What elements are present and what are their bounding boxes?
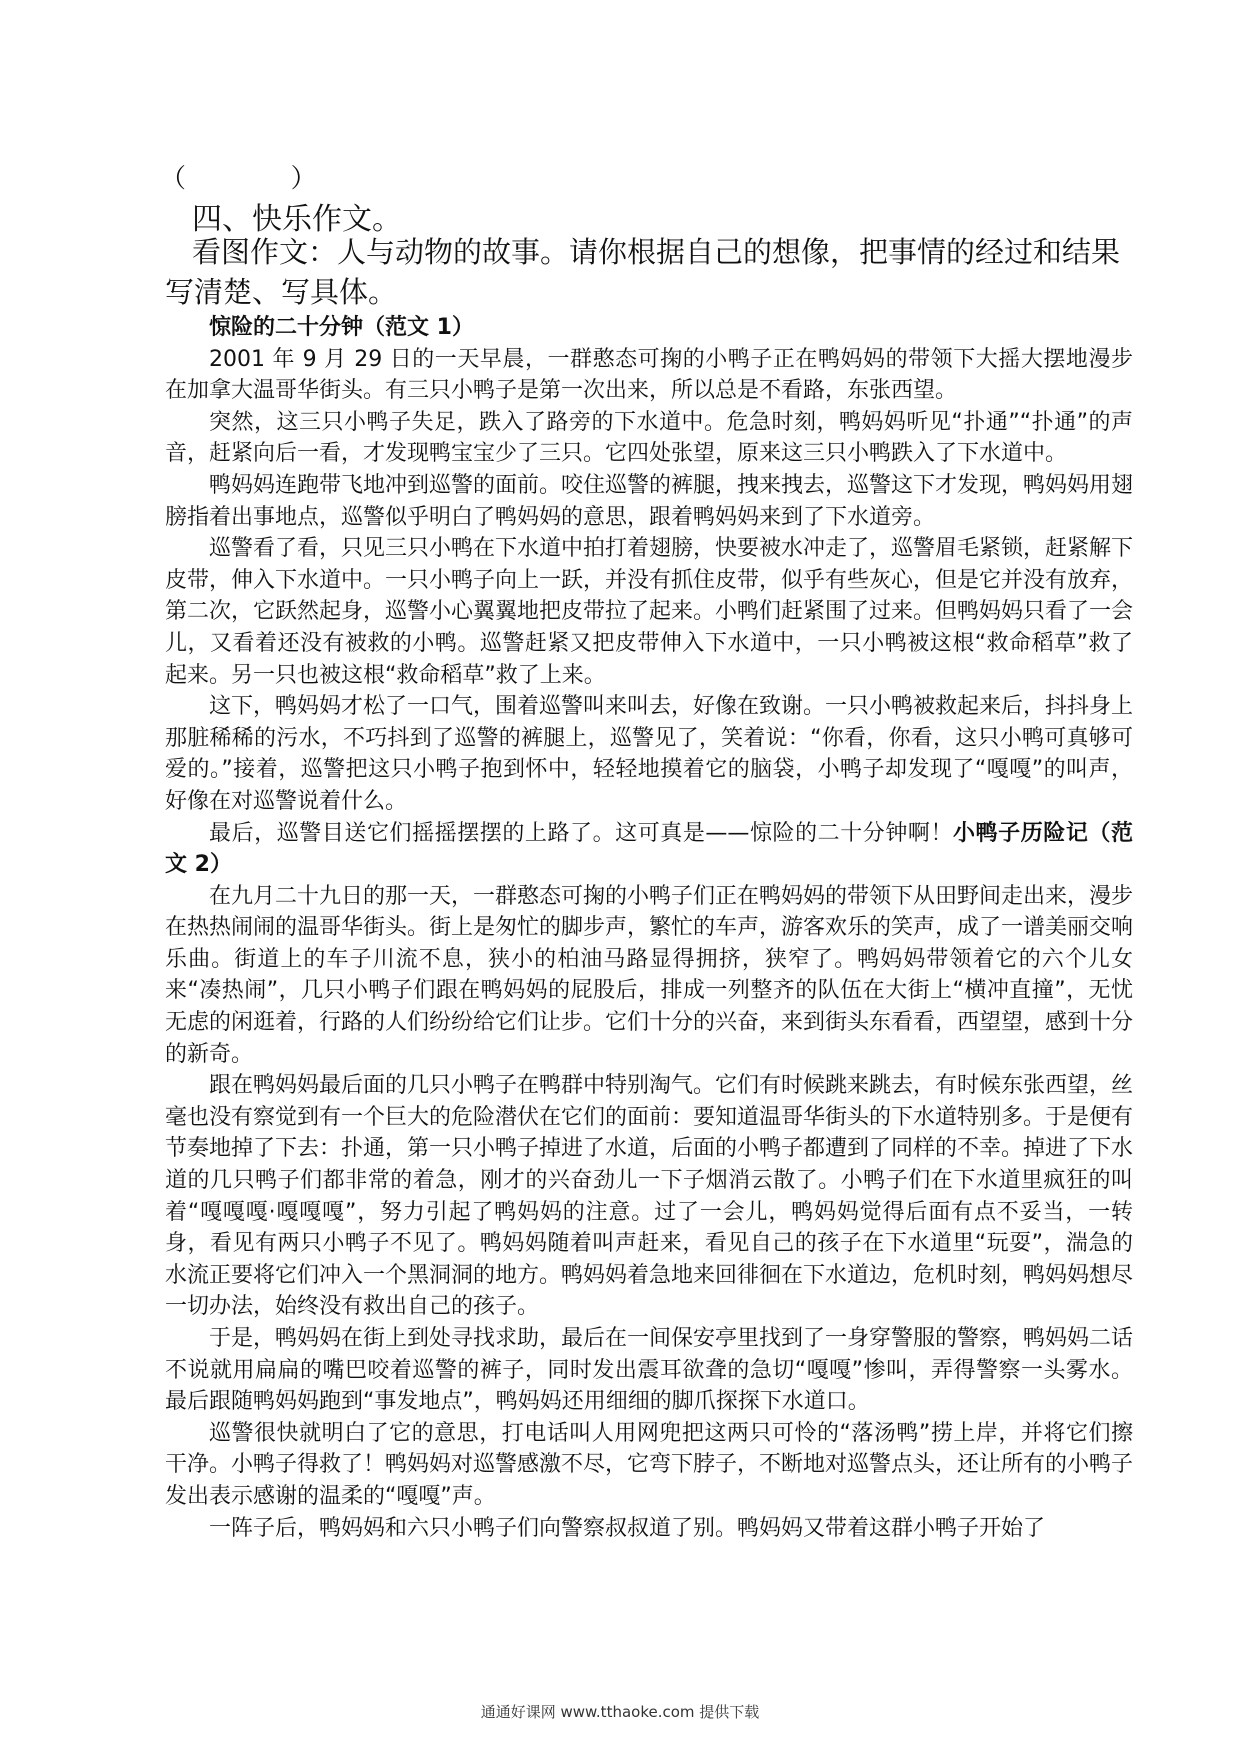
page-footer: 通通好课网 www.tthaoke.com 提供下载 — [480, 1703, 760, 1721]
answer-blank-parentheses: （ ） — [160, 164, 319, 194]
section-heading: 四、快乐作文。 — [192, 202, 402, 237]
essay1-last-text: 最后，巡警目送它们摇摇摆摆的上路了。这可真是——惊险的二十分钟啊！ — [209, 820, 954, 846]
essay-body — [165, 312, 1133, 1544]
essay1-title: 惊险的二十分钟（范文 1） — [209, 315, 474, 340]
composition-prompt: 看图作文：人与动物的故事。请你根据自己的想像，把事情的经过和结果写清楚、写具体。 — [165, 235, 1121, 309]
essay2-paragraph: 在九月二十九日的那一天，一群憨态可掬的小鸭子们正在鸭妈妈的带领下从田野间走出来，漫步在热热闹闹的温哥华街头。街上是匆忙的脚步声，繁忙的车声，游客欢乐的笑声，成了一谱美丽交响乐曲。街道上的车子川流不息，狭小的柏油马路显得拥挤，狭窄了。鸭妈妈带领着它的六个儿女来“凑热闹”，几只小鸭子们跟在鸭妈妈的屁股后，排成一列整齐的队伍在大街上“横冲直撞”，无忧无虑的闲逛着，行路的人们纷纷给它们让步。它们十分的兴奋，来到街头东看看，西望望，感到十分的新奇。 — [165, 883, 1134, 1067]
essay2-paragraph: 于是，鸭妈妈在街上到处寻找求助，最后在一间保安亭里找到了一身穿警服的警察，鸭妈妈二话不说就用扁扁的嘴巴咬着巡警的裤子，同时发出震耳欲聋的急切“嘎嘎”惨叫，弄得警察一头雾水。最后跟随鸭妈妈跑到“事发地点”，鸭妈妈还用细细的脚爪探探下水道口。 — [165, 1326, 1134, 1415]
essay1-paragraph: 鸭妈妈连跑带飞地冲到巡警的面前。咬住巡警的裤腿，拽来拽去，巡警这下才发现，鸭妈妈用翅膀指着出事地点，巡警似乎明白了鸭妈妈的意思，跟着鸭妈妈来到了下水道旁。 — [165, 472, 1134, 530]
essay1-paragraph: 这下，鸭妈妈才松了一口气，围着巡警叫来叫去，好像在致谢。一只小鸭被救起来后，抖抖身上那脏稀稀的污水，不巧抖到了巡警的裤腿上，巡警见了，笑着说：“你看，你看，这只小鸭可真够可爱的。”接着，巡警把这只小鸭子抱到怀中，轻轻地摸着它的脑袋，小鸭子却发现了“嘎嘎”的叫声，好像在对巡警说着什么。 — [165, 694, 1134, 814]
essay1-paragraph: 突然，这三只小鸭子失足，跌入了路旁的下水道中。危急时刻，鸭妈妈听见“扑通”“扑通”的声音，赶紧向后一看，才发现鸭宝宝少了三只。它四处张望，原来这三只小鸭跌入了下水道中。 — [165, 409, 1133, 467]
essay1-paragraph: 巡警看了看，只见三只小鸭在下水道中拍打着翅膀，快要被水冲走了，巡警眉毛紧锁，赶紧解下皮带，伸入下水道中。一只小鸭子向上一跃，并没有抓住皮带，似乎有些灰心，但是它并没有放弃，第二次，它跃然起身，巡警小心翼翼地把皮带拉了起来。小鸭们赶紧围了过来。但鸭妈妈只看了一会儿，又看着还没有被救的小鸭。巡警赶紧又把皮带伸入下水道中，一只小鸭被这根“救命稻草”救了起来。另一只也被这根“救命稻草”救了上来。 — [165, 536, 1134, 688]
essay1-paragraph: 2001 年 9 月 29 日的一天早晨，一群憨态可掬的小鸭子正在鸭妈妈的带领下大摇大摆地漫步在加拿大温哥华街头。有三只小鸭子是第一次出来，所以总是不看路，东张西望。 — [165, 346, 1133, 404]
essay2-title: 小鸭子历险记（范文 2） — [165, 820, 1133, 878]
essay2-paragraph: 巡警很快就明白了它的意思，打电话叫人用网兜把这两只可怜的“落汤鸭”捞上岸，并将它们擦干净。小鸭子得救了！鸭妈妈对巡警感激不尽，它弯下脖子，不断地对巡警点头，还让所有的小鸭子发出表示感谢的温柔的“嘎嘎”声。 — [165, 1420, 1134, 1509]
essay1-last-paragraph — [165, 818, 1133, 881]
essay2-paragraph: 跟在鸭妈妈最后面的几只小鸭子在鸭群中特别淘气。它们有时候跳来跳去，有时候东张西望，丝毫也没有察觉到有一个巨大的危险潜伏在它们的面前：要知道温哥华街头的下水道特别多。于是便有节奏地掉了下去：扑通，第一只小鸭子掉进了水道，后面的小鸭子都遭到了同样的不幸。掉进了下水道的几只鸭子们都非常的着急，刚才的兴奋劲儿一下子烟消云散了。小鸭子们在下水道里疯狂的叫着“嘎嘎嘎·嘎嘎嘎”，努力引起了鸭妈妈的注意。过了一会儿，鸭妈妈觉得后面有点不妥当，一转身，看见有两只小鸭子不见了。鸭妈妈随着叫声赶来，看见自己的孩子在下水道里“玩耍”，湍急的水流正要将它们冲入一个黑洞洞的地方。鸭妈妈着急地来回徘徊在下水道边，危机时刻，鸭妈妈想尽一切办法，始终没有救出自己的孩子。 — [165, 1073, 1134, 1320]
essay2-paragraph: 一阵子后，鸭妈妈和六只小鸭子们向警察叔叔道了别。鸭妈妈又带着这群小鸭子开始了 — [209, 1515, 1046, 1541]
